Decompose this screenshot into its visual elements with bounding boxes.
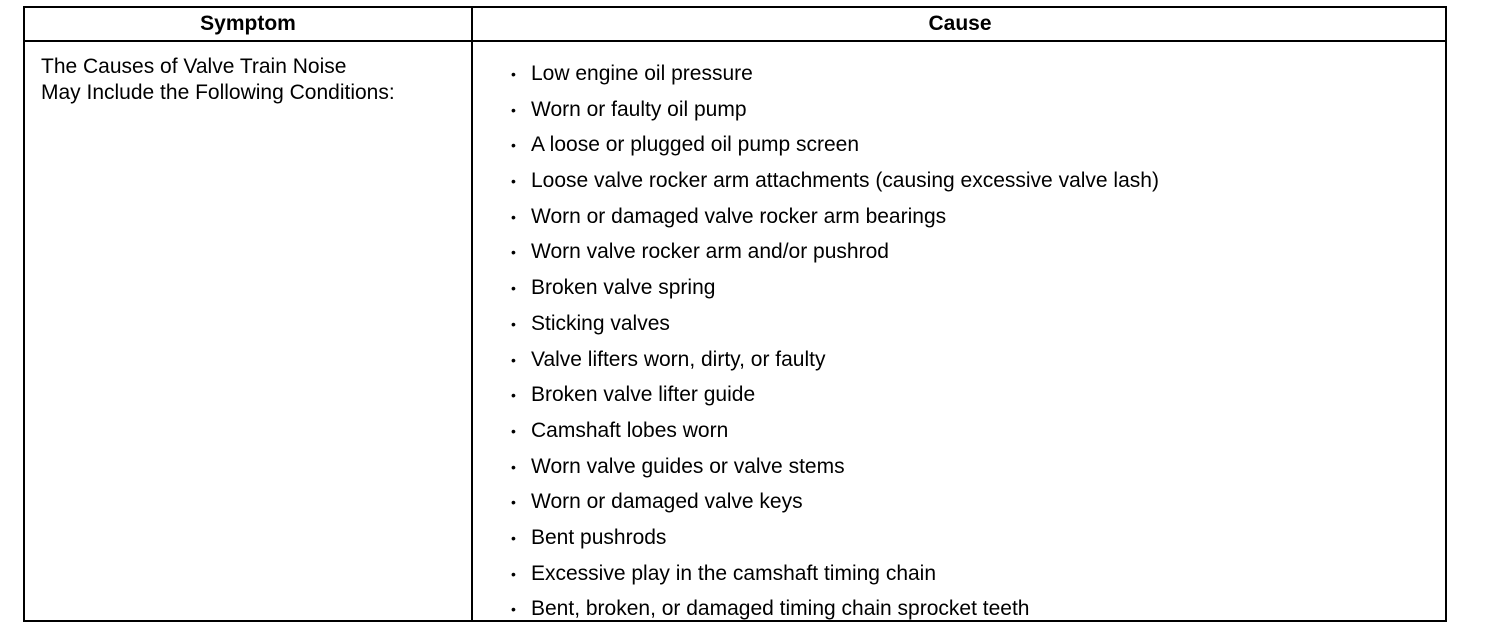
bullet-icon: • [511, 351, 516, 368]
cause-item [503, 201, 1159, 237]
cause-text: Excessive play in the camshaft timing chain [531, 561, 937, 585]
cause-item [503, 415, 1159, 451]
bullet-icon: • [511, 315, 516, 332]
cause-text: Bent pushrods [531, 525, 667, 549]
cause-text: Broken valve lifter guide [531, 383, 756, 407]
cause-item [503, 129, 1159, 165]
cause-text: Worn valve rocker arm and/or pushrod [531, 240, 889, 264]
bullet-icon: • [511, 66, 516, 82]
cause-item [503, 272, 1159, 308]
cause-item [503, 593, 1159, 629]
cause-text: Camshaft lobes worn [531, 418, 729, 442]
symptom-line: May Include the Following Conditions: [41, 81, 395, 104]
cause-text: Broken valve spring [531, 276, 716, 300]
cause-item [503, 344, 1159, 380]
bullet-icon: • [511, 244, 516, 261]
bullet-icon: • [511, 494, 516, 511]
cause-text: Bent, broken, or damaged timing chain sprocket teeth [531, 597, 1030, 621]
bullet-icon: • [511, 137, 516, 154]
cause-text: Worn or faulty oil pump [531, 97, 747, 121]
cause-text: Worn or damaged valve rocker arm bearings [531, 204, 947, 228]
symptom-cell [41, 54, 467, 106]
bullet-icon: • [511, 458, 516, 475]
symptom-line: The Causes of Valve Train Noise [41, 55, 347, 78]
cause-item [503, 94, 1159, 130]
cause-item [503, 165, 1159, 201]
bullet-icon: • [511, 601, 516, 618]
cause-text: A loose or plugged oil pump screen [531, 133, 860, 157]
bullet-icon: • [511, 208, 516, 225]
cause-text: Valve lifters worn, dirty, or faulty [531, 347, 826, 371]
bullet-icon: • [511, 101, 516, 118]
bullet-icon: • [511, 387, 516, 404]
symptom-cause-table [23, 6, 1447, 622]
cause-text: Worn valve guides or valve stems [531, 454, 845, 478]
cause-text: Sticking valves [531, 311, 670, 335]
cause-item [503, 486, 1159, 522]
cause-item [503, 308, 1159, 344]
cause-item [503, 522, 1159, 558]
cause-column-header: Cause [928, 12, 992, 35]
cause-item [503, 236, 1159, 272]
bullet-icon: • [511, 173, 516, 190]
cause-text: Worn or damaged valve keys [531, 490, 803, 514]
column-divider [471, 8, 473, 620]
table-header-row [25, 8, 1445, 42]
cause-item [503, 558, 1159, 594]
cause-item [503, 58, 1159, 94]
cause-text: Low engine oil pressure [531, 62, 753, 85]
cause-text: Loose valve rocker arm attachments (causing excessive valve lash) [531, 169, 1159, 193]
cause-item [503, 451, 1159, 487]
bullet-icon: • [511, 529, 516, 546]
bullet-icon: • [511, 565, 516, 582]
cause-item [503, 379, 1159, 415]
bullet-icon: • [511, 422, 516, 439]
cause-list [503, 58, 1159, 629]
bullet-icon: • [511, 280, 516, 297]
symptom-column-header: Symptom [200, 12, 296, 35]
